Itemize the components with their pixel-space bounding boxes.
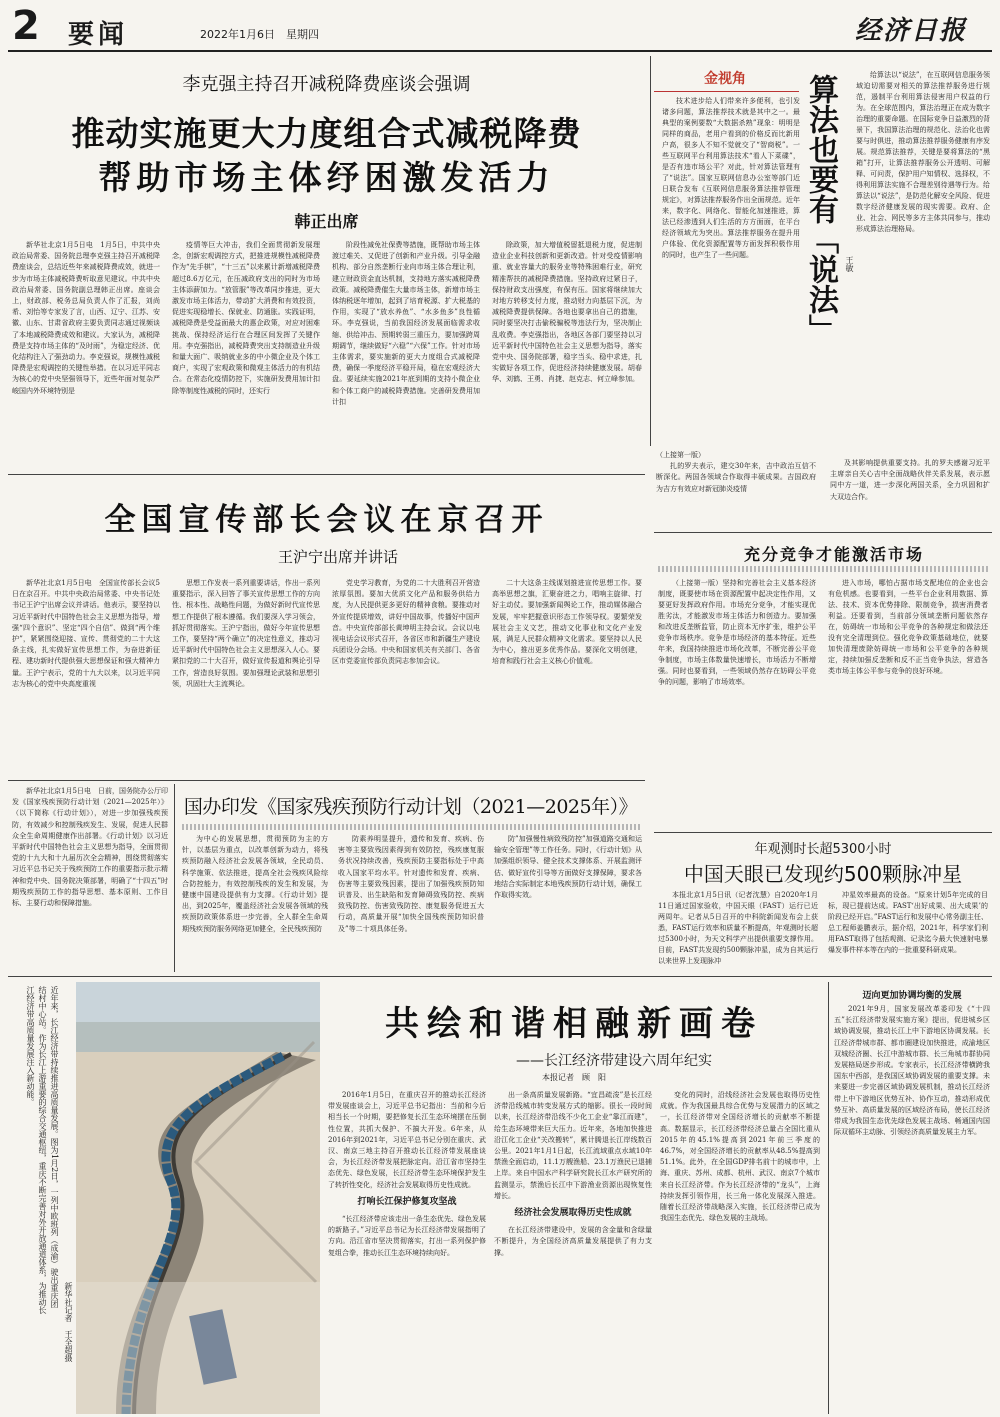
body-column: 新华社北京1月5日电 全国宣传部长会议5日在京召开。中共中央政治局常委、中央书记处书记王沪宁出席会议并讲话。他表示，要坚持以习近平新时代中国特色社会主义思想为指导，增强“四个意识”、坚定“四个自信”、做到“两个维护”，紧紧围绕迎接、宣传、贯彻党的二十大这条主线，扎实做好宣传思想工作，为奋进新征程、建功新时代提供强大思想保证和强大精神力量。王沪宁表示，党的十九大以来，以习近平同志为核心的党中央高度重视 — [12, 579, 160, 688]
headline-stripe — [182, 824, 640, 830]
body-column: （上接第一版）坚持和完善社会主义基本经济制度，既要使市场在资源配置中起决定性作用，又要更好发挥政府作用。市场充分竞争，才能实现优胜劣汰，才能激发市场主体活力和创造力。要加强和改进反垄断监管，防止资本无序扩张，维护公平竞争市场秩序。竞争是市场经济的基本特征。近些年来，我国持续推进市场化改革，不断完善公平竞争制度，市场主体数量快速增长，市场活力不断增强。同时也要看到，一些领域仍然存在妨碍公平竞争的问题，影响了市场效率。 — [658, 579, 816, 686]
column-header — [654, 66, 799, 92]
headline-stripe — [658, 566, 988, 572]
section-subhead: 经济社会发展取得历史性成就 — [514, 1208, 632, 1219]
lead-column: 新华社北京1月5日电 日前，国务院办公厅印发《国家残疾预防行动计划（2021—2025年）》（以下简称《行动计划》），对进一步加强残疾预防，有效减少和控制残疾发生、发展，促进人民群众全生命周期健康作出部署。《行动计划》以习近平新时代中国特色社会主义思想为指导，全面贯彻党的十九大和十九届历次全会精神，围绕贯彻落实习近平总书记关于残疾预防工作的重要指示批示精神和党中央、国务院决策部署，明确了“十四五”时期残疾预防工作的指导思想、基本原则、工作目标、主要行动和保障措施。 — [12, 787, 168, 908]
body-column: 为中心的发展思想，贯彻预防为主的方针，以基层为重点，以改革创新为动力，将残疾预防融入经济社会发展各领域，全民动员、科学施策、依法推进，提高全社会残疾风险综合防控能力，有效控制残疾的发生和发展，为健康中国建设提供有力支撑。《行动计划》提出，到2025年，覆盖经济社会发展各领域的残疾预防政策体系进一步完善，全人群全生命周期残疾预防服务网络更加健全，全民残疾预防 — [182, 835, 328, 933]
subheadline: ——长江经济带建设六周年纪实 — [516, 1053, 712, 1069]
subheadline: 韩正出席 — [294, 212, 359, 231]
article-fast-telescope — [654, 836, 992, 982]
headline: 中国天眼已发现约500颗脉冲星 — [683, 862, 963, 886]
column-label: 金视角 — [704, 71, 746, 87]
divider — [8, 474, 645, 475]
photo-caption — [10, 982, 74, 1414]
divider — [650, 56, 651, 446]
train-photo — [76, 982, 320, 1414]
column-body: 给算法以“说法”，在互联网信息服务领域迫切需要对相关的算法推荐服务进行规范，遏制平台利用算法侵害用户权益的行为。在全球范围内，算法治理正在成为数字治理的重要命题。在国际竞争日益激烈的背景下，我国算法治理的规范化、法治化也需要与时俱进，推动算法推荐服务健康有序发展。规范算法推荐，关键是要将算法的“黑箱”打开，让算法推荐服务公开透明、可解释、可问责，保护用户知情权、选择权，不得利用算法实施不合理差别待遇等行为。给算法以“说法”，是防范化解安全风险、促进数字经济健康发展的现实需要。政府、企业、社会、网民等多方主体共同参与，推动形成算法治理格局。 — [856, 71, 990, 233]
kicker: 李克强主持召开减税降费座谈会强调 — [182, 74, 471, 95]
divider — [654, 532, 992, 533]
divider — [174, 784, 175, 972]
headline: 全国宣传部长会议在京召开 — [104, 502, 549, 538]
body-column: 2016年1月5日，在重庆召开的推动长江经济带发展座谈会上，习近平总书记指出：当前和今后相当长一个时期，要把修复长江生态环境摆在压倒性位置，共抓大保护、不搞大开发。6年来，从2016年到2021年，习近平总书记分别在重庆、武汉、南京三地主持召开推动长江经济带发展座谈会，为长江经济带发展把脉定向。沿江省市坚持生态优先、绿色发展，长江经济带生态环境保护发生了转折性变化，经济社会发展取得历史性成就。 打响长江保护修复攻坚战 “长江经济带应该走出一条生态优先、绿色发展的新路子。”习近平总书记为长江经济带发展指明了方向。沿江省市坚决贯彻落实，打出一系列保护修复组合拳，推动长江生态环境持续向好。 — [328, 1091, 486, 1257]
divider — [828, 982, 829, 1414]
caption-text: 近年来，长江经济带持续推进高质量发展。图为1月2日，一列中欧班列（成渝）驶出重庆团结村中心站。作为长江上游重要的综合交通枢纽，重庆不断完善对外开放通道体系，为推动长江经济带高质量发展注入新动能。 — [26, 986, 59, 1314]
divider — [8, 780, 645, 781]
body-column: 冲星效率最高的设备。“原来计划5年完成的目标，现已提前达成。FAST‘出好成果、出大成果’的阶段已经开启。”FAST运行和发展中心常务副主任、总工程师姜鹏表示，据介绍，2021年，科学家们利用FAST取得了包括观测、记录迄今最大快速射电暴爆发事件样本等在内的一批重要科研成果。 — [828, 891, 988, 954]
body-column: 防”加强慢性病致残防控”加强道路交通和运输安全管理”等工作任务。同时，《行动计划》从加强组织领导、健全技术支撑体系、开展监测评估、做好宣传引导等方面做好支撑保障，要求各地结合实际制定本地残疾预防行动计划，确保工作取得实效。 — [494, 835, 642, 900]
issue-date: 2022年1月6日 星期四 — [200, 28, 319, 41]
body-column: 疫情等巨大冲击，我们全面贯彻新发展理念，创新宏观调控方式，把推进规模性减税降费作为“先手棋”，“十三五”以来累计新增减税降费超过8.6万亿元，在压减政府支出的同时为市场主体添薪加力。“放管服”等改革同步推进，更大激发市场主体活力，带动扩大消费和有效投资，促进实现稳增长、保就业、防通胀。实践证明，减税降费是受益面最大的惠企政策，对应对困难挑战、保持经济运行在合理区间发挥了关键作用。李克强指出，减税降费突出支持制造业升级和量大面广、吸纳就业多的中小微企业及个体工商户，实现了宏观政策和微观主体活力的有机结合。在常态化疫情防控下，实施研发费用加计扣除等制度性减税的同时，还实行 — [172, 241, 320, 395]
body-column: 思想工作发表一系列重要讲话，作出一系列重要指示，深入回答了事关宣传思想工作的方向性、根本性、战略性问题，为做好新时代宣传思想工作提供了根本遵循。我们要深入学习领会，抓好贯彻落实。王沪宁指出，做好今年宣传思想工作，要坚持“两个确立”的决定性意义，推动习近平新时代中国特色社会主义思想深入人心。要紧扣党的二十大召开，做好宣传报道和舆论引导工作，营造良好氛围。要加强理论武装和思想引领，巩固壮大主流舆论。 — [172, 579, 320, 688]
section-title: 要闻 — [68, 20, 129, 50]
article-propaganda-conference — [8, 480, 645, 780]
body-column: 阶段性减免社保费等措施，既帮助市场主体渡过难关、又促进了创新和产业升级。引导金融机构、部分自然垄断行业向市场主体合理让利，建立财政资金直达机制，支持地方落实减税降费政策。减税降费催生大量市场主体，新增市场主体纳税逐年增加，起到了培育税源、扩大税基的作用，实现了“放水养鱼”、“水多鱼多”良性循环。李克强说，当前我国经济发展面临需求收缩、供给冲击、预期转弱三重压力，要加强跨周期调节，继续做好“六稳”“六保”工作。针对市场主体需求，要实施新的更大力度组合式减税降费，确保一季度经济平稳开局，稳在宏观经济大盘。要延续实施2021年底到期的支持小微企业和个体工商户的减税降费措施。完善研发费用加计扣 — [332, 241, 480, 406]
body-column: 新华社北京1月5日电 1月5日，中共中央政治局常委、国务院总理李克强主持召开减税降费座谈会，总结近些年来减税降费成效，就进一步为市场主体减税降费听取意见建议。中共中央政治局常委、国务院副总理韩正出席。座谈会上，财政部、税务总局负责人作了汇报，刘尚希、刘怡等专家发了言，山西、辽宁、江苏、安徽、山东、甘肃省政府主要负责同志通过视频谈了本地减税降费成效和建议。大家认为，减税降费是支持市场主体的“及时雨”，为稳定经济、优化结构注入了强劲动力。李克强说，规模性减税降费是宏观调控的关键性举措。在以习近平同志为核心的党中央坚强领导下，近些年面对复杂严峻国内外环境特别是 — [12, 241, 160, 395]
column-author: 王敏 — [845, 256, 854, 272]
body-column: 进入市场，哪怕占据市场支配地位的企业也会有危机感。也要看到，一些平台企业利用数据、算法、技术、资本优势排除、限制竞争，损害消费者利益。还要看到，当前部分领域垄断问题依然存在，妨碍统一市场和公平竞争的各种规定和做法还没有完全清理到位。强化竞争政策基础地位，就要加快清理废除妨碍统一市场和公平竞争的各种规定，持续加强反垄断和反不正当竞争执法，营造各类市场主体公平参与竞争的良好环境。 — [828, 579, 988, 675]
section-subhead: 迈向更加协调均衡的发展 — [862, 991, 962, 1001]
article-tax-cut — [8, 56, 645, 474]
headline: 共绘和谐相融新画卷 — [385, 1004, 763, 1044]
body-column: 二十大这条主线谋划推进宣传思想工作。要高举思想之旗，汇聚奋进之力，唱响主旋律、打好主动仗。要加强新闻舆论工作，推动媒体融合发展，牢牢把握意识形态工作领导权。要繁荣发展社会主义文艺，推动文化事业和文化产业发展，满足人民群众精神文化需求。要坚持以人民为中心，推出更多优秀作品。要深化文明创建，培育和践行社会主义核心价值观。 — [492, 579, 642, 666]
page-number: 2 — [12, 3, 40, 49]
section-subhead: 打响长江保护修复攻坚战 — [357, 1196, 457, 1207]
article-yangtze — [324, 982, 992, 1414]
body-column: 2021年9月，国家发展改革委印发《“十四五”长江经济带发展实施方案》提出，促进城乡区域协调发展，推动长江上中下游地区协调发展。长江经济带城市群、都市圈建设加快推进，成渝地区双城经济圈、长江中游城市群、长三角城市群协同发展格局逐步形成。专家表示，长江经济带横跨我国东中西部，是我国区域协调发展的重要支撑。未来要进一步完善区域协调发展机制，推动长江经济带上中下游地区优势互补、协作互动，推动形成优势互补、高质量发展的区域经济布局，使长江经济带成为我国生态优先绿色发展主战场、畅通国内国际双循环主动脉、引领经济高质量发展主力军。 — [834, 1005, 990, 1137]
headline-line2: 帮助市场主体纾困激发活力 — [98, 158, 555, 197]
continued-article: （上接第一版） 扎的罗夫表示，建交30年来，吉中政治互信不断深化。两国各领域合作取得丰硕成果。吉国政府为吉方有效应对新冠肺炎疫情 及其影响提供重要支持。扎的罗夫感谢习近平主席亲自关心吉中全面战略伙伴关系发展，表示愿同中方一道，进一步深化两国关系，全力巩固和扩大双边合作。 — [656, 451, 990, 501]
continued-label: （上接第一版） — [656, 451, 705, 459]
header-rule — [8, 50, 992, 52]
column-title: 算法也要有「说法」 — [803, 74, 838, 344]
body-column: 防素养明显提升，遗传和发育、疾病、伤害等主要致残因素得到有效防控，残疾康复服务状况持续改善，残疾预防主要指标处于中高收入国家平均水平。针对遗传和发育、疾病、伤害等主要致残因素，提出了加强残疾预防知识普及、出生缺陷和发育障碍致残防控、疾病致残防控、伤害致残防控、康复服务促进五大行动，高质量开展“加快全国残疾预防知识普及”等二十项具体任务。 — [338, 835, 484, 933]
opinion-column — [654, 56, 992, 448]
subheadline: 王沪宁出席并讲话 — [277, 548, 398, 566]
body-column: 变化的同时，沿线经济社会发展也取得历史性成就。作为我国最具综合优势与发展潜力的区域之一，长江经济带对全国经济增长的贡献率不断提高。数据显示，长江经济带经济总量占全国比重从2015年的45.1%提高到2021年前三季度的46.7%，对全国经济增长的贡献率从48.5%提高到51.1%。此外，在全国GDP排名前十的城市中，上海、重庆、苏州、成都、杭州、武汉、南京7个城市来自长江经济带。作为长江经济带的“龙头”，上海持续发挥引领作用，长三角一体化发展深入推进。随着长江经济带战略深入实施，长江经济带已成为我国生态优先、绿色发展的主战场。 — [660, 1091, 820, 1223]
column-body: 技术进步给人们带来许多便利，也引发诸多问题，算法推荐技术就是其中之一。最典型的案例要数“大数据杀熟”现象：明明是同样的商品，老用户看到的价格反而比新用户高，很多人不知不觉就交了“智商税”。一些互联网平台利用算法技术“看人下菜碟”，是否有违市场公平？对此，针对算法管理有了“说法”。国家互联网信息办公室等部门近日联合发布《互联网信息服务算法推荐管理规定》，对算法推荐服务作出全面规范。近年来，数字化、网络化、智能化加速推进，算法已经渗透到人们生活的方方面面，在平台经济领域尤为突出。算法推荐服务在提升用户体验、优化资源配置等方面发挥积极作用的同时，也产生了一些问题。 — [662, 97, 800, 259]
headline: 国办印发《国家残疾预防行动计划（2021—2025年）》 — [183, 796, 638, 818]
article-competition — [654, 536, 992, 830]
divider — [654, 832, 992, 833]
photo-credit: 新华社记者 王全超摄 — [64, 1282, 73, 1362]
byline: 本报记者 顾 阳 — [542, 1073, 606, 1082]
headline: 充分竞争才能激活市场 — [743, 545, 924, 564]
article-disability-plan — [8, 784, 645, 974]
train-illustration — [76, 982, 320, 1414]
body-column: 本报北京1月5日讯（记者沈慧）自2020年1月11日通过国家验收，中国天眼（FAST）运行已近两周年。记者从5日召开的中科院新闻发布会上获悉，FAST运行效率和质量不断提高，年观测时长超过5300小时，为天文科学产出提供重要支撑作用。目前，FAST共发现约500颗脉冲星，成为自其运行以来世界上发现脉冲 — [658, 891, 818, 965]
divider — [8, 976, 992, 977]
newspaper-logo: 经济日报 — [855, 16, 968, 46]
body-column: 党史学习教育，为党的二十大胜利召开营造浓厚氛围。要加大优质文化产品和服务供给力度，为人民提供更多更好的精神食粮。要推动对外宣传提质增效，讲好中国故事，传播好中国声音。中央宣传部部长黄坤明主持会议。会议以电视电话会议形式召开，各省区市和新疆生产建设兵团设分会场。中央和国家机关有关部门、各省区市党委宣传部负责同志参加会议。 — [332, 579, 480, 666]
body-column: 除政策，加大增值税留抵退税力度，促进制造业企业科技创新和更新改造。针对受疫情影响重、就业容量大的服务业等特殊困难行业，研究精准帮扶的减税降费措施。坚持政府过紧日子，保持财政支出强度，有保有压。国家将继续加大对地方转移支付力度，推动财力向基层下沉，为减税降费提供保障。各地也要拿出自己的措施，同时要坚决打击偷税骗税等违法行为，坚决制止乱收费。李克强指出，各地区各部门要坚持以习近平新时代中国特色社会主义思想为指导，落实党中央、国务院部署，稳字当头、稳中求进，扎实做好各项工作，促进经济持续健康发展。胡春华、刘鹤、王勇、肖捷、赵克志、何立峰参加。 — [492, 241, 642, 384]
headline-line1: 推动实施更大力度组合式减税降费 — [71, 114, 582, 153]
kicker: 年观测时长超5300小时 — [754, 842, 892, 857]
body-column: 出一条高质量发展新路。“宜昌疏浚”是长江经济带沿线城市转变发展方式的缩影。很长一段时间以来，长江经济带沿线不少化工企业“靠江而建”，给生态环境带来巨大压力。近年来，各地加快推进沿江化工企业“关改搬转”，累计腾退长江岸线数百公里。2021年1月1日起，长江流域重点水域10年禁渔全面启动，11.1万艘渔船、23.1万渔民已退捕上岸。来自中国水产科学研究院长江水产研究所的监测显示，禁渔后长江中下游渔业资源出现恢复性增长。 经济社会发展取得历史性成就 在长江经济带建设中，发展的含金量和含绿量不断提升，为全国经济高质量发展提供了有力支撑。 — [494, 1091, 652, 1257]
